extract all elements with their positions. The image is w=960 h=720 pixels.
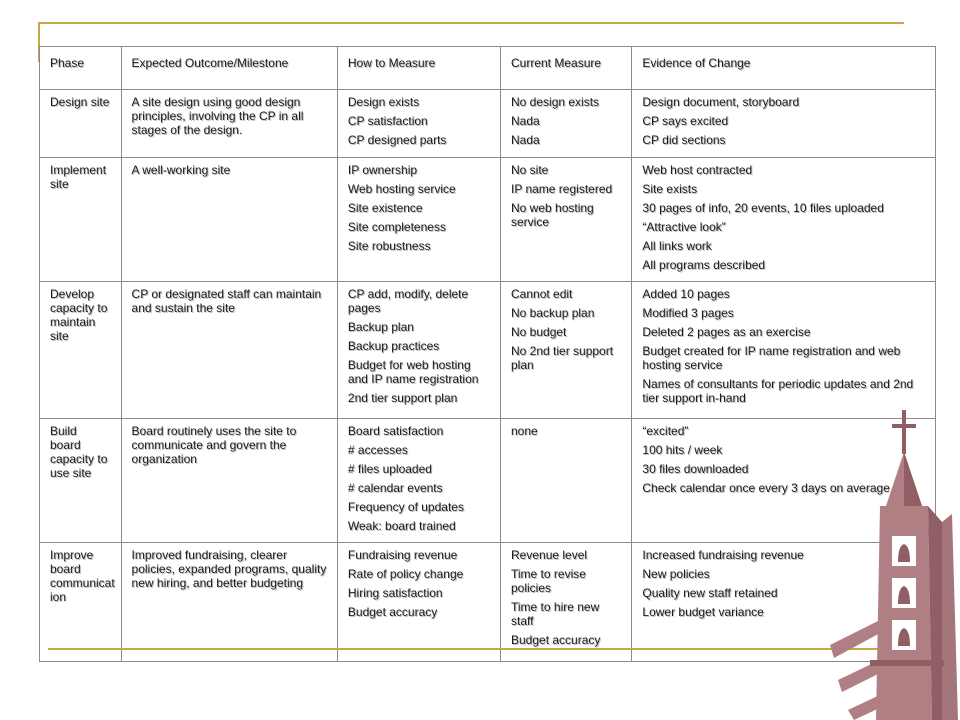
current-cell xyxy=(501,419,632,543)
measure-cell xyxy=(337,543,500,662)
church-steeple-icon xyxy=(830,410,960,720)
table-row xyxy=(40,543,936,662)
measure-item: Design exists xyxy=(347,95,420,109)
evidence-item: All links work xyxy=(642,239,712,253)
evidence-item: All programs described xyxy=(642,258,766,272)
evidence-item: Budget created for IP name registration and web hosting service xyxy=(642,344,901,372)
measure-item: Backup practices xyxy=(347,339,440,353)
current-cell xyxy=(501,90,632,158)
evidence-cell xyxy=(632,282,936,419)
measure-item: Web hosting service xyxy=(347,182,456,196)
measure-item: Rate of policy change xyxy=(347,567,464,581)
measure-cell xyxy=(337,282,500,419)
current-item: Nada xyxy=(511,133,540,147)
evidence-item: Names of consultants for periodic updates and 2nd tier support in-hand xyxy=(642,377,914,405)
current-item: IP name registered xyxy=(511,182,613,196)
bottom-divider xyxy=(48,648,908,650)
measure-item: Site robustness xyxy=(347,239,431,253)
table-row xyxy=(40,158,936,282)
header-outcome: Expected Outcome/Milestone xyxy=(121,47,337,90)
measure-item: # calendar events xyxy=(347,481,443,495)
evidence-item: CP did sections xyxy=(642,133,726,147)
header-current-measure: Current Measure xyxy=(501,47,632,90)
outcome-cell: Board routinely uses the site to communicate and govern the organization xyxy=(121,419,337,543)
evidence-item: Quality new staff retained xyxy=(642,586,778,600)
evidence-item: Increased fundraising revenue xyxy=(642,548,804,562)
measure-item: 2nd tier support plan xyxy=(347,391,458,405)
evidence-item: New policies xyxy=(642,567,710,581)
current-cell xyxy=(501,158,632,282)
evidence-item: “Attractive look” xyxy=(642,220,726,234)
evidence-item: “excited” xyxy=(642,424,689,438)
evidence-item: 100 hits / week xyxy=(642,443,723,457)
phase-cell: Build board capacity to use site xyxy=(40,419,122,543)
current-item: Nada xyxy=(511,114,540,128)
measure-cell xyxy=(337,90,500,158)
phase-cell: Improve board communicat ion xyxy=(40,543,122,662)
table-row xyxy=(40,90,936,158)
evidence-item: Modified 3 pages xyxy=(642,306,734,320)
phase-cell: Implement site xyxy=(40,158,122,282)
current-item: No design exists xyxy=(511,95,600,109)
phase-cell: Design site xyxy=(40,90,122,158)
measure-cell xyxy=(337,158,500,282)
current-cell xyxy=(501,543,632,662)
evidence-item: Design document, storyboard xyxy=(642,95,800,109)
current-item: No backup plan xyxy=(511,306,595,320)
measure-item: CP add, modify, delete pages xyxy=(347,287,469,315)
current-item: Revenue level xyxy=(511,548,588,562)
header-phase: Phase xyxy=(40,47,122,90)
measure-cell xyxy=(337,419,500,543)
evidence-item: Added 10 pages xyxy=(642,287,730,301)
measure-item: Budget accuracy xyxy=(347,605,438,619)
outcome-cell: Improved fundraising, clearer policies, expanded programs, quality new hiring, and better budgeting xyxy=(121,543,337,662)
current-item: No web hosting service xyxy=(511,201,594,229)
outcome-cell: A site design using good design principles, involving the CP in all stages of the design. xyxy=(121,90,337,158)
evidence-cell xyxy=(632,90,936,158)
measure-item: Hiring satisfaction xyxy=(347,586,443,600)
measure-item: Backup plan xyxy=(347,320,414,334)
current-cell xyxy=(501,282,632,419)
measure-item: Weak: board trained xyxy=(347,519,456,533)
measure-item: Fundraising revenue xyxy=(347,548,458,562)
measure-item: # accesses xyxy=(347,443,408,457)
phase-cell: Develop capacity to maintain site xyxy=(40,282,122,419)
measure-item: Site existence xyxy=(347,201,423,215)
measure-item: Frequency of updates xyxy=(347,500,464,514)
table-row xyxy=(40,419,936,543)
current-item: No 2nd tier support plan xyxy=(511,344,614,372)
top-divider xyxy=(38,22,904,24)
outcome-cell: CP or designated staff can maintain and sustain the site xyxy=(121,282,337,419)
measure-item: Site completeness xyxy=(347,220,446,234)
current-item: Cannot edit xyxy=(511,287,573,301)
current-item: No budget xyxy=(511,325,567,339)
current-item: Time to revise policies xyxy=(511,567,586,595)
outcome-cell: A well-working site xyxy=(121,158,337,282)
evidence-item: Check calendar once every 3 days on average xyxy=(642,481,890,495)
current-item: Budget accuracy xyxy=(511,633,601,647)
evidence-item: Lower budget variance xyxy=(642,605,764,619)
header-evidence: Evidence of Change xyxy=(632,47,936,90)
table-row xyxy=(40,282,936,419)
evidence-cell xyxy=(632,158,936,282)
current-item: none xyxy=(511,424,538,438)
evidence-item: Deleted 2 pages as an exercise xyxy=(642,325,811,339)
evidence-item: CP says excited xyxy=(642,114,729,128)
measure-item: IP ownership xyxy=(347,163,418,177)
header-how-to-measure: How to Measure xyxy=(337,47,500,90)
evidence-item: 30 pages of info, 20 events, 10 files uploaded xyxy=(642,201,884,215)
current-item: Time to hire new staff xyxy=(511,600,600,628)
current-item: No site xyxy=(511,163,549,177)
measure-item: Budget for web hosting and IP name registration xyxy=(347,358,479,386)
measure-item: CP satisfaction xyxy=(347,114,428,128)
header-row xyxy=(40,47,936,90)
evidence-item: Site exists xyxy=(642,182,698,196)
outcomes-table xyxy=(39,46,936,662)
measure-item: CP designed parts xyxy=(347,133,447,147)
evidence-item: Web host contracted xyxy=(642,163,753,177)
measure-item: Board satisfaction xyxy=(347,424,444,438)
evidence-item: 30 files downloaded xyxy=(642,462,749,476)
measure-item: # files uploaded xyxy=(347,462,432,476)
